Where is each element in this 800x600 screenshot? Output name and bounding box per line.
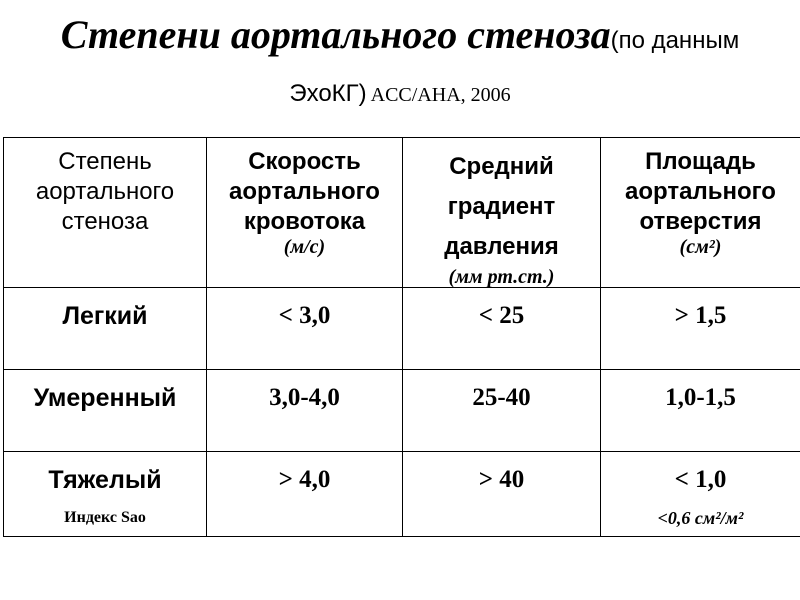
- slide-title: [0, 10, 800, 114]
- header-grade-line-2: аортального: [35, 178, 175, 205]
- grade-cell: Легкий: [4, 288, 207, 370]
- header-velocity-unit: (м/с): [283, 236, 326, 258]
- header-gradient-unit: (мм рт.ст.): [448, 266, 555, 288]
- header-velocity-line-1: Скорость: [248, 148, 361, 175]
- grade-cell: [4, 452, 207, 537]
- grade-cell-text: Тяжелый: [48, 466, 162, 494]
- title-line-1: [0, 10, 800, 69]
- velocity-cell: > 4,0: [207, 452, 403, 537]
- area-cell-text: < 1,0: [674, 466, 727, 493]
- title-sub-part1: (по данным: [610, 27, 740, 54]
- header-area-line-1: Площадь: [645, 148, 756, 175]
- header-area-unit: (см²): [679, 236, 722, 258]
- area-note: <0,6 см²/м²: [657, 508, 744, 528]
- header-grade: [4, 138, 207, 288]
- header-gradient: [403, 138, 601, 288]
- header-area-line-2: аортального: [625, 178, 776, 205]
- header-gradient-line-3: давления: [444, 233, 559, 260]
- velocity-cell: 3,0-4,0: [207, 370, 403, 452]
- header-velocity-line-2: аортального: [229, 178, 380, 205]
- title-main: Степени аортального стеноза: [60, 12, 611, 57]
- title-source: ACC/AHA, 2006: [370, 84, 511, 106]
- header-grade-line-3: стеноза: [61, 208, 149, 235]
- header-area-line-3: отверстия: [639, 208, 762, 235]
- area-cell: > 1,5: [601, 288, 800, 370]
- title-line-2: [0, 77, 800, 114]
- area-cell: 1,0-1,5: [601, 370, 800, 452]
- grade-cell: Умеренный: [4, 370, 207, 452]
- table-header-row: [4, 138, 800, 288]
- header-gradient-line-2: градиент: [447, 193, 556, 220]
- area-cell: [601, 452, 800, 537]
- header-area: [601, 138, 800, 288]
- grade-note: Индекс Sao: [64, 509, 146, 526]
- header-velocity: [207, 138, 403, 288]
- table-row: [4, 288, 800, 370]
- table-row: [4, 452, 800, 537]
- header-velocity-line-3: кровотока: [243, 208, 366, 235]
- title-sub-part2: ЭхоКГ): [289, 80, 367, 107]
- gradient-cell: 25-40: [403, 370, 601, 452]
- table-row: [4, 370, 800, 452]
- gradient-cell: < 25: [403, 288, 601, 370]
- gradient-cell: > 40: [403, 452, 601, 537]
- stenosis-grade-table: [3, 137, 800, 537]
- velocity-cell: < 3,0: [207, 288, 403, 370]
- header-gradient-line-1: Средний: [449, 153, 554, 180]
- header-grade-line-1: Степень: [58, 148, 152, 175]
